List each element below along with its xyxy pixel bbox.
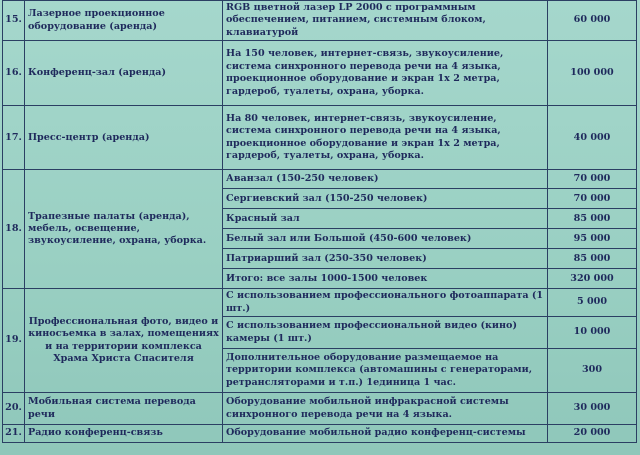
service-price: 95 000 [548, 229, 637, 249]
service-price: 30 000 [548, 393, 637, 425]
table-row [3, 1, 637, 41]
service-price: 320 000 [548, 269, 637, 289]
service-price: 5 000 [548, 289, 637, 317]
table-row [3, 41, 637, 106]
service-name: Лазерное проекционное оборудование (аренда) [25, 1, 223, 41]
service-description: С использованием профессиональной видео (кино) камеры (1 шт.) [223, 317, 548, 349]
table-row [3, 393, 637, 425]
service-description: Оборудование мобильной радио конференц-системы [223, 425, 548, 443]
service-description: Итого: все залы 1000-1500 человек [223, 269, 548, 289]
service-price: 85 000 [548, 209, 637, 229]
service-description: Белый зал или Большой (450-600 человек) [223, 229, 548, 249]
service-price: 85 000 [548, 249, 637, 269]
table-row [3, 289, 637, 317]
row-number: 21. [3, 425, 25, 443]
price-table [2, 0, 637, 443]
service-description: На 80 человек, интернет-связь, звукоусиление, система синхронного перевода речи на 4 языка, проекционное оборудование и экран 1х 2 метра, гардероб, туалеты, охрана, уборка. [223, 106, 548, 170]
row-number: 15. [3, 1, 25, 41]
row-number: 20. [3, 393, 25, 425]
service-price: 70 000 [548, 189, 637, 209]
row-number: 19. [3, 289, 25, 393]
service-description: Патриарший зал (250-350 человек) [223, 249, 548, 269]
service-price: 20 000 [548, 425, 637, 443]
service-price: 70 000 [548, 170, 637, 189]
row-number: 18. [3, 170, 25, 289]
row-number: 17. [3, 106, 25, 170]
service-price: 300 [548, 349, 637, 393]
service-name: Профессиональная фото, видео и киносъемка в залах, помещениях и на территории комплекса Храма Христа Спасителя [25, 289, 223, 393]
service-name: Мобильная система перевода речи [25, 393, 223, 425]
service-name: Конференц-зал (аренда) [25, 41, 223, 106]
table-row [3, 425, 637, 443]
service-description: Дополнительное оборудование размещаемое на территории комплекса (автомашины с генераторами, ретрансляторами и т.п.) 1единица 1 час. [223, 349, 548, 393]
service-price: 10 000 [548, 317, 637, 349]
service-price: 100 000 [548, 41, 637, 106]
row-number: 16. [3, 41, 25, 106]
service-description: Красный зал [223, 209, 548, 229]
table-row [3, 106, 637, 170]
service-price: 60 000 [548, 1, 637, 41]
service-description: Оборудование мобильной инфракрасной системы синхронного перевода речи на 4 языка. [223, 393, 548, 425]
service-name: Пресс-центр (аренда) [25, 106, 223, 170]
service-description: Сергиевский зал (150-250 человек) [223, 189, 548, 209]
service-description: Аванзал (150-250 человек) [223, 170, 548, 189]
service-name: Трапезные палаты (аренда), мебель, освещение, звукоусиление, охрана, уборка. [25, 170, 223, 289]
service-price: 40 000 [548, 106, 637, 170]
table-row [3, 170, 637, 189]
service-description: На 150 человек, интернет-связь, звукоусиление, система синхронного перевода речи на 4 языка, проекционное оборудование и экран 1х 2 метра, гардероб, туалеты, охрана, уборка. [223, 41, 548, 106]
service-description: С использованием профессионального фотоаппарата (1 шт.) [223, 289, 548, 317]
service-name: Радио конференц-связь [25, 425, 223, 443]
service-description: RGB цветной лазер LP 2000 с программным обеспечением, питанием, системным блоком, клавиатурой [223, 1, 548, 41]
